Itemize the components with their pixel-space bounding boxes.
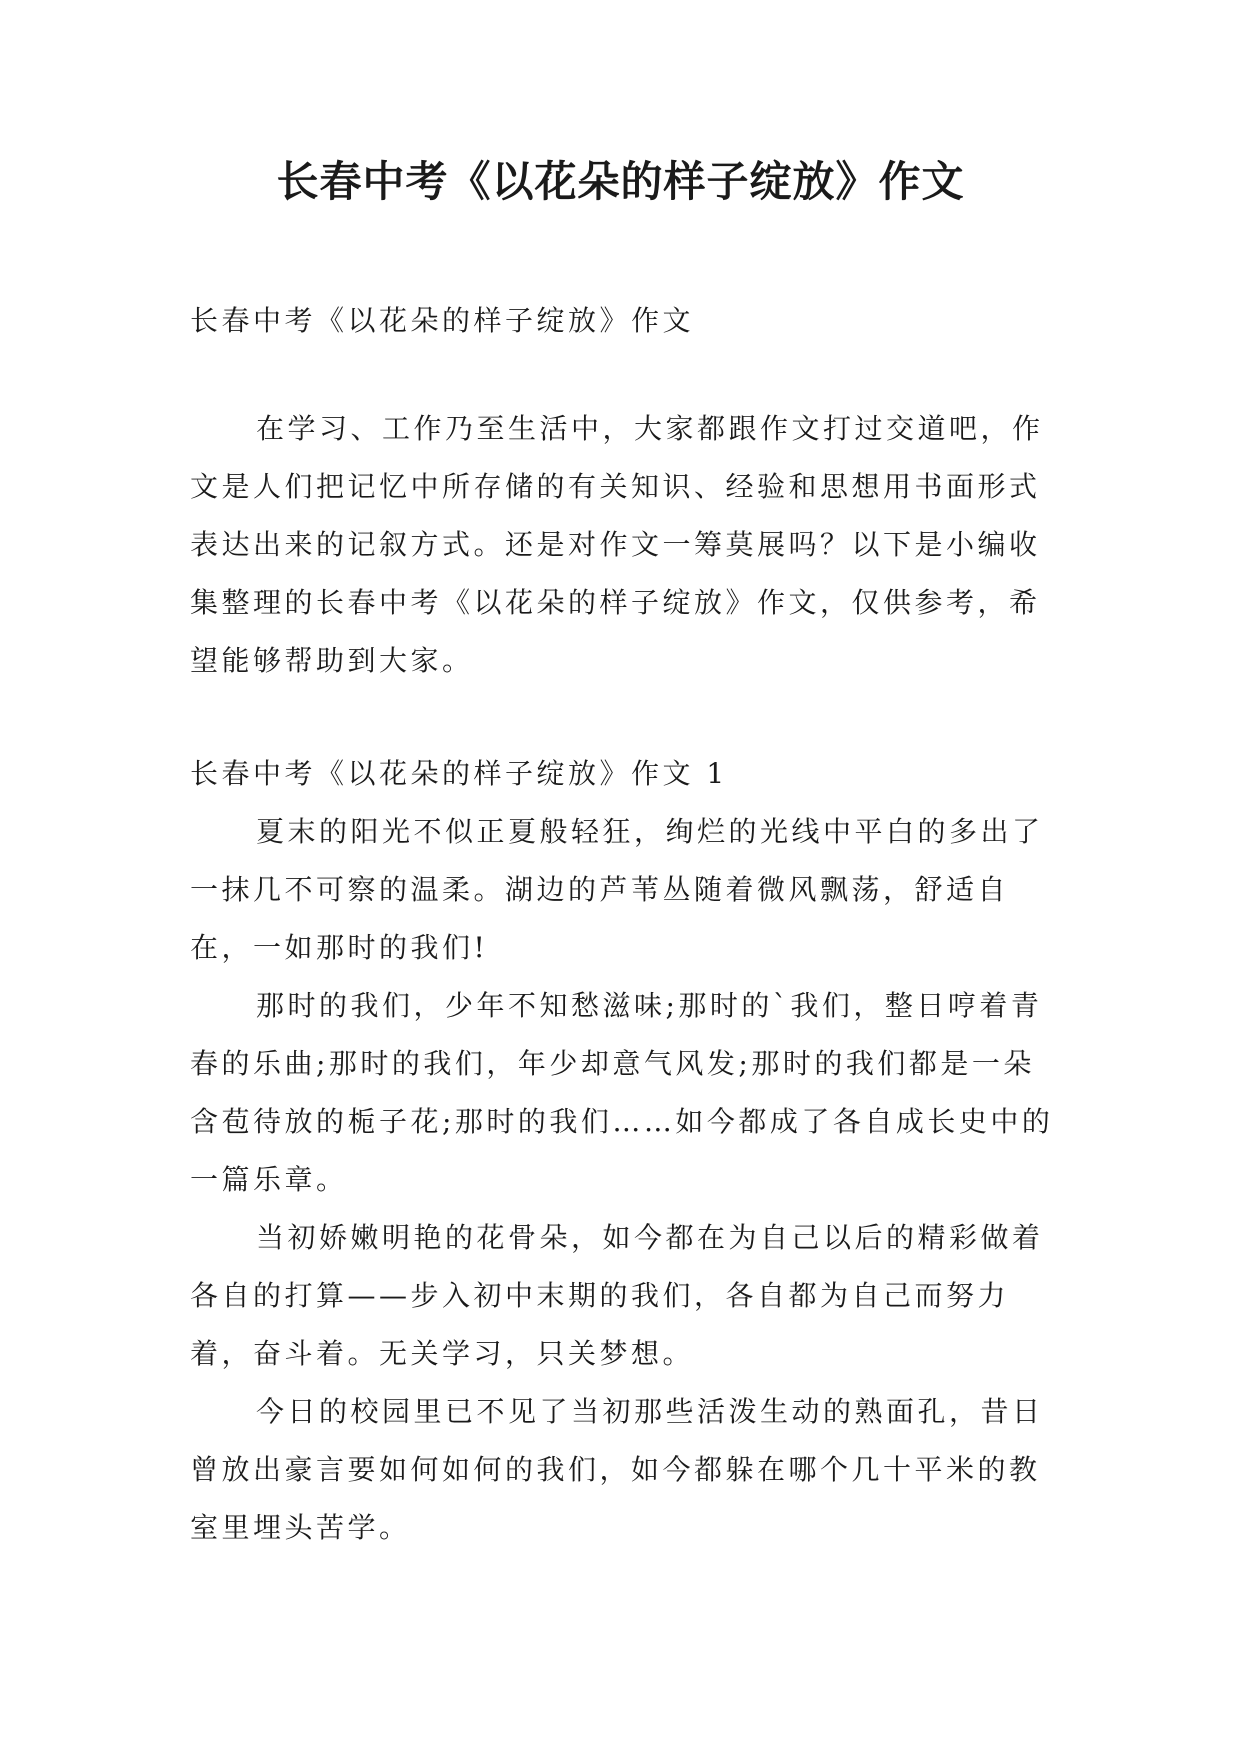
intro-paragraph: 在学习、工作乃至生活中，大家都跟作文打过交道吧，作文是人们把记忆中所存储的有关知识、经验和思想用书面形式表达出来的记叙方式。还是对作文一筹莫展吗？以下是小编收集整理的长春中考《以花朵的样子绽放》作文，仅供参考，希望能够帮助到大家。 (190, 412, 1044, 677)
section-heading: 长春中考《以花朵的样子绽放》作文 1 (190, 757, 728, 790)
page-title: 长春中考《以花朵的样子绽放》作文 (276, 157, 965, 206)
essay-body (190, 803, 1060, 1557)
essay-paragraph-1: 夏末的阳光不似正夏般轻狂，绚烂的光线中平白的多出了一抹几不可察的温柔。湖边的芦苇丛随着微风飘荡，舒适自在，一如那时的我们! (190, 815, 1044, 964)
document-subtitle: 长春中考《以花朵的样子绽放》作文 (190, 304, 695, 337)
essay-paragraph-4: 今日的校园里已不见了当初那些活泼生动的熟面孔，昔日曾放出豪言要如何如何的我们，如今都躲在哪个几十平米的教室里埋头苦学。 (190, 1395, 1044, 1544)
essay-paragraph-3: 当初娇嫩明艳的花骨朵，如今都在为自己以后的精彩做着各自的打算——步入初中末期的我们，各自都为自己而努力着，奋斗着。无关学习，只关梦想。 (190, 1221, 1044, 1370)
essay-paragraph-2: 那时的我们，少年不知愁滋味;那时的`我们，整日哼着青春的乐曲;那时的我们，年少却意气风发;那时的我们都是一朵含苞待放的栀子花;那时的我们……如今都成了各自成长史中的一篇乐章。 (190, 989, 1054, 1196)
